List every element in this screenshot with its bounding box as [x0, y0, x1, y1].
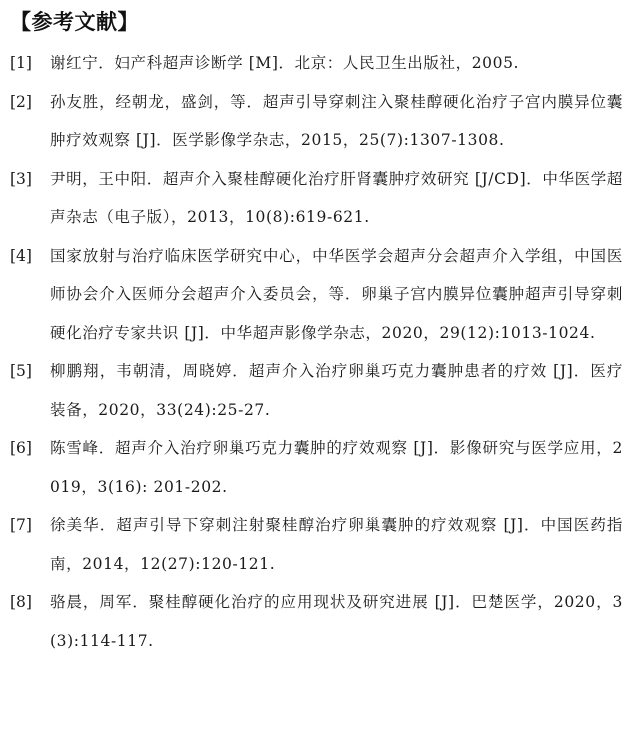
reference-text: 骆晨，周军．聚桂醇硬化治疗的应用现状及研究进展 [J]．巴楚医学，2020，3(3):114-117. [50, 593, 623, 650]
reference-text: 尹明，王中阳．超声介入聚桂醇硬化治疗肝肾囊肿疗效研究 [J/CD]．中华医学超声杂志（电子版），2013，10(8):619-621. [50, 169, 623, 226]
reference-item [10, 83, 623, 160]
reference-text: 柳鹏翔，韦朝清，周晓婷．超声介入治疗卵巢巧克力囊肿患者的疗效 [J]．医疗装备，2020，33(24):25-27. [50, 362, 623, 419]
reference-text: 陈雪峰．超声介入治疗卵巢巧克力囊肿的疗效观察 [J]．影像研究与医学应用，2019，3(16): 201-202. [50, 439, 623, 496]
reference-item [10, 237, 623, 353]
reference-item [10, 160, 623, 237]
reference-item [10, 44, 623, 83]
references-heading: 【参考文献】 [10, 10, 139, 34]
reference-list [10, 44, 623, 660]
reference-item [10, 429, 623, 506]
reference-number: [8] [10, 593, 32, 611]
reference-number: [5] [10, 362, 32, 380]
reference-item [10, 583, 623, 660]
reference-item [10, 352, 623, 429]
reference-text: 孙友胜，经朝龙，盛剑，等．超声引导穿刺注入聚桂醇硬化治疗子宫内膜异位囊肿疗效观察 [J]．医学影像学杂志，2015，25(7):1307-1308. [50, 92, 623, 149]
reference-number: [4] [10, 246, 32, 265]
reference-text: 国家放射与治疗临床医学研究中心，中华医学会超声分会超声介入学组，中国医师协会介入医师分会超声介入委员会，等．卵巢子宫内膜异位囊肿超声引导穿刺硬化治疗专家共识 [J]．中华超声影像学杂志，2020，29(12):1013-1024. [50, 246, 623, 342]
reference-text: 谢红宁．妇产科超声诊断学 [M]．北京：人民卫生出版社，2005. [50, 54, 520, 72]
reference-number: [1] [10, 54, 32, 72]
reference-text: 徐美华．超声引导下穿刺注射聚桂醇治疗卵巢囊肿的疗效观察 [J]．中国医药指南，2014，12(27):120-121. [50, 516, 623, 573]
reference-number: [7] [10, 516, 32, 534]
reference-number: [2] [10, 92, 32, 111]
reference-number: [3] [10, 169, 32, 188]
reference-item [10, 506, 623, 583]
reference-number: [6] [10, 439, 32, 457]
